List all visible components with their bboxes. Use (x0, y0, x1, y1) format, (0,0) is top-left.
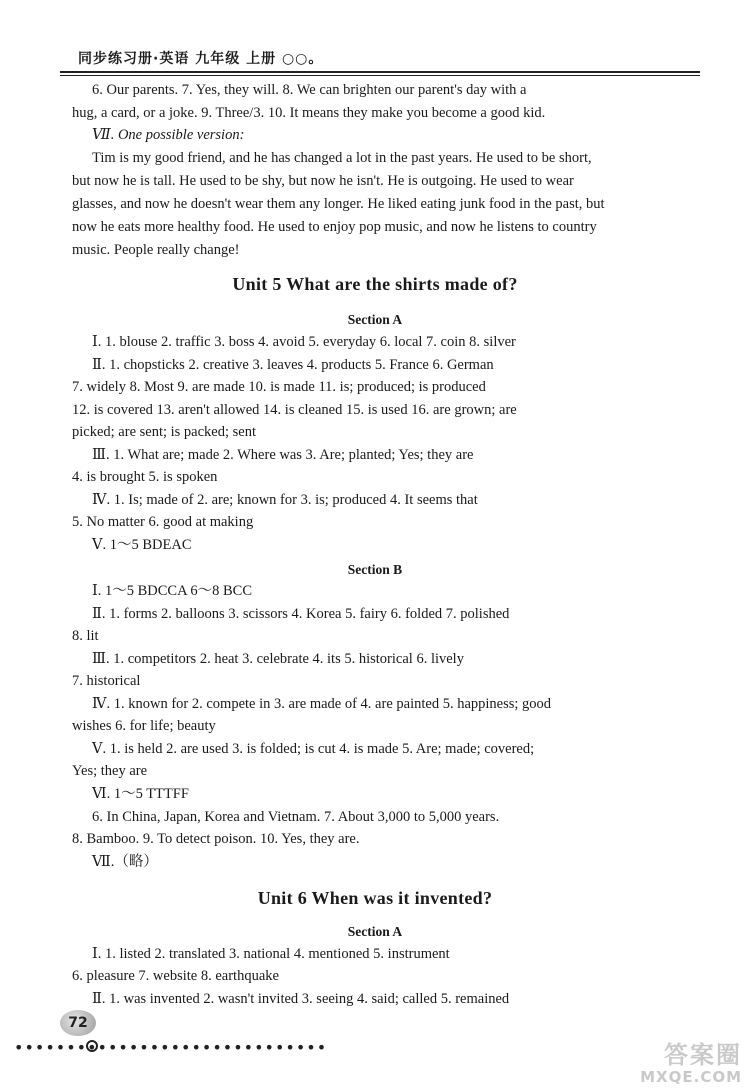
text-line: music. People really change! (72, 242, 240, 258)
answer-line: Ⅰ. 1～5 BDCCA 6～8 BCC (92, 583, 253, 599)
answer-line: Ⅰ. 1. blouse 2. traffic 3. boss 4. avoid 5. everyday 6. local 7. coin 8. silver (92, 334, 516, 350)
page-header (60, 44, 700, 74)
answer-line: Ⅴ. 1. is held 2. are used 3. is folded; is cut 4. is made 5. Are; made; covered; (92, 741, 535, 757)
footer-ring-icon (86, 1040, 98, 1052)
watermark-line1: 答案圈 (664, 1041, 742, 1069)
text-line: now he eats more healthy food. He used to enjoy pop music, and now he listens to country (72, 219, 597, 235)
answer-line: Ⅱ. 1. chopsticks 2. creative 3. leaves 4. products 5. France 6. German (92, 357, 494, 373)
answer-line: Ⅰ. 1. listed 2. translated 3. national 4. mentioned 5. instrument (92, 946, 450, 962)
page-number (60, 1010, 96, 1038)
answer-line: Ⅱ. 1. was invented 2. wasn't invited 3. seeing 4. said; called 5. remained (92, 991, 510, 1007)
unit-6-section-a-title: Section A (347, 924, 403, 939)
unit-5-title: Unit 5 What are the shirts made of? (232, 274, 518, 294)
text-line: hug, a card, or a joke. 9. Three/3. 10. It means they make you become a good kid. (72, 105, 546, 121)
answer-line: 7. historical (72, 673, 141, 689)
watermark (602, 1042, 742, 1088)
text-line: 6. Our parents. 7. Yes, they will. 8. We can brighten our parent's day with a (92, 82, 527, 98)
page-number-badge: 72 (60, 1010, 96, 1036)
header-title: 同步练习册·英语 九年级 上册 ○○。 (78, 51, 324, 67)
answer-line: 12. is covered 13. aren't allowed 14. is cleaned 15. is used 16. are grown; are (72, 402, 517, 418)
answer-line: 6. pleasure 7. website 8. earthquake (72, 968, 279, 984)
unit-6-title: Unit 6 When was it invented? (257, 888, 493, 908)
watermark-line2: MXQE.COM (640, 1068, 742, 1086)
text-line: glasses, and now he doesn't wear them any longer. He liked eating junk food in the past, but (72, 196, 605, 212)
answer-line: picked; are sent; is packed; sent (72, 424, 257, 440)
answer-line: 5. No matter 6. good at making (72, 514, 254, 530)
answer-line: Ⅲ. 1. What are; made 2. Where was 3. Are; planted; Yes; they are (92, 447, 474, 463)
header-rule (60, 71, 700, 73)
answer-line: Ⅴ. 1～5 BDEAC (92, 537, 192, 553)
text-line: but now he is tall. He used to be shy, but now he isn't. He is outgoing. He used to wear (72, 173, 574, 189)
unit-5-section-a-title: Section A (347, 312, 403, 327)
unit-5-section-b-title: Section B (347, 562, 403, 577)
answer-line: 8. Bamboo. 9. To detect poison. 10. Yes, they are. (72, 831, 360, 847)
answer-line: Ⅳ. 1. Is; made of 2. are; known for 3. is; produced 4. It seems that (92, 492, 478, 508)
header-rule-thin (60, 75, 700, 76)
answer-line: Ⅶ.（略） (92, 854, 158, 870)
answer-line: Ⅳ. 1. known for 2. compete in 3. are made of 4. are painted 5. happiness; good (92, 696, 552, 712)
answer-line: 4. is brought 5. is spoken (72, 469, 218, 485)
answer-line: 7. widely 8. Most 9. are made 10. is made 11. is; produced; is produced (72, 379, 486, 395)
text-line: Ⅶ. One possible version: (92, 127, 245, 143)
answer-line: wishes 6. for life; beauty (72, 718, 216, 734)
answer-line: Ⅲ. 1. competitors 2. heat 3. celebrate 4. its 5. historical 6. lively (92, 651, 464, 667)
answer-line: Yes; they are (72, 763, 148, 779)
answer-line: Ⅵ. 1～5 TTTFF (92, 786, 189, 802)
text-line: Tim is my good friend, and he has changed a lot in the past years. He used to be short, (92, 150, 592, 166)
footer-dots: •••••••••••••••••••••••••••••• (14, 1038, 328, 1057)
answer-line: Ⅱ. 1. forms 2. balloons 3. scissors 4. Korea 5. fairy 6. folded 7. polished (92, 606, 510, 622)
answer-line: 8. lit (72, 628, 99, 644)
answer-line: 6. In China, Japan, Korea and Vietnam. 7. About 3,000 to 5,000 years. (92, 809, 500, 825)
